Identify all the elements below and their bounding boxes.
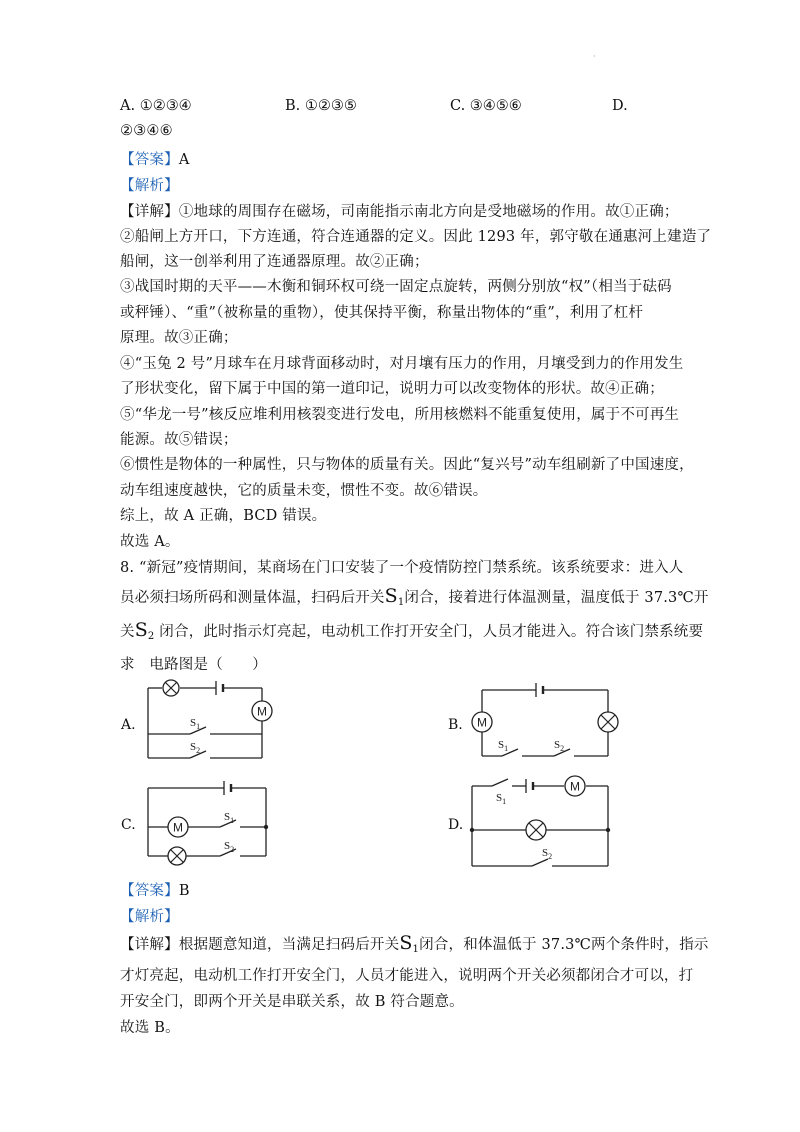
circuit-label-b: B.: [448, 717, 463, 733]
analysis-tag: 【解析】: [120, 178, 179, 194]
answer-value: B: [178, 883, 190, 899]
switch-subscript: 2: [147, 631, 155, 642]
motor-icon: [168, 817, 188, 837]
lamp-icon: [163, 680, 179, 696]
circuit-diagram-b: [462, 676, 662, 766]
q8-stem-line-2: [120, 585, 709, 608]
battery-icon: [526, 779, 533, 793]
q8-detail-line: [120, 932, 709, 955]
detail-line: 能源。故⑤错误；: [120, 432, 238, 448]
detail-tag: 【详解】: [120, 937, 179, 953]
header-dot: ·: [593, 52, 596, 61]
detail-line: ⑤“华龙一号”核反应堆利用核裂变进行发电，所用核燃料不能重复使用，属于不可再生: [120, 407, 680, 423]
battery-icon: [224, 781, 231, 795]
motor-label: M: [173, 820, 183, 835]
circuit-label-c: C.: [121, 817, 136, 833]
answer-line: [120, 148, 189, 169]
detail-line: ③战国时期的天平——木衡和铜环权可绕一固定点旋转，两侧分别放“权”（相当于砝码: [120, 279, 672, 295]
detail-line: ⑥惯性是物体的一种属性，只与物体的质量有关。因此“复兴号”动车组刷新了中国速度，: [120, 457, 694, 473]
motor-icon: [252, 701, 272, 721]
option-a: A. ①②③④: [120, 98, 192, 114]
detail-text: 闭合，和体温低于 37.3℃两个条件时，指示: [419, 937, 709, 953]
option-c: C. ③④⑤⑥: [450, 98, 522, 114]
lamp-icon: [598, 712, 618, 732]
detail-tag: 【详解】: [120, 204, 179, 220]
q8-stem-text: 员必须扫场所码和测量体温，扫码后开关: [120, 590, 385, 606]
detail-line: 船闸，这一创举利用了连通器原理。故②正确；: [120, 254, 429, 270]
switch-symbol: S: [134, 619, 148, 641]
battery-icon: [216, 681, 223, 695]
q8-stem-line-1: 8. “新冠”疫情期间，某商场在门口安装了一个疫情防控门禁系统。该系统要求：进入人: [120, 560, 684, 576]
lamp-icon: [168, 847, 186, 865]
detail-text: ①地球的周围存在磁场，司南能指示南北方向是受地磁场的作用。故①正确；: [178, 204, 679, 220]
switch-s1-label: $S_1$: [224, 811, 235, 825]
circuit-label-a: A.: [121, 717, 136, 733]
q8-stem-line-3: [120, 619, 703, 642]
motor-label: M: [257, 704, 267, 719]
switch-symbol: S: [384, 585, 398, 607]
detail-line: 综上，故 A 正确，BCD 错误。: [120, 508, 327, 524]
answer-tag: 【答案】: [120, 883, 179, 899]
detail-line: ④“玉兔 2 号”月球车在月球背面移动时，对月壤有压力的作用，月壤受到力的作用发生: [120, 356, 684, 372]
q8-detail-line: 故选 B。: [120, 1020, 180, 1036]
switch-symbol: S: [399, 932, 413, 954]
detail-line: 了形状变化，留下属于中国的第一道印记，说明力可以改变物体的形状。故④正确；: [120, 381, 664, 397]
circuit-label-d: D.: [448, 817, 464, 833]
motor-icon: [472, 712, 492, 732]
motor-label: M: [570, 779, 580, 794]
detail-line: 原理。故③正确；: [120, 330, 238, 346]
q8-stem-text: 闭合，此时指示灯亮起，电动机工作打开安全门，人员才能进入。符合该门禁系统要: [154, 624, 704, 640]
switch-s2-label: $S_2$: [224, 840, 235, 854]
detail-line: 或秤锤）、“重”（被称量的重物），使其保持平衡，称量出物体的“重”，利用了杠杆: [120, 305, 644, 321]
q8-stem-text: 闭合，接着进行体温测量，温度低于 37.3℃开: [404, 590, 709, 606]
answer-value: A: [178, 152, 190, 168]
motor-icon: [565, 776, 585, 796]
q8-analysis-tag: 【解析】: [120, 909, 179, 925]
detail-line: 动车组速度越快，它的质量未变，惯性不变。故⑥错误。: [120, 483, 488, 499]
switch-subscript: 1: [397, 597, 405, 608]
detail-line: 故选 A。: [120, 534, 180, 550]
q8-stem-text: 关: [120, 624, 135, 640]
switch-s1-label: $S_1$: [190, 717, 201, 731]
circuit-diagram-d: [462, 770, 622, 870]
q8-stem-line-4: 求 电路图是（ ）: [120, 657, 267, 673]
detail-text: 根据题意知道，当满足扫码后开关: [178, 937, 400, 953]
motor-label: M: [477, 715, 487, 730]
option-d-content: ②③④⑥: [120, 123, 173, 139]
q8-detail-line: 才灯亮起，电动机工作打开安全门，人员才能进入，说明两个开关必须都闭合才可以，打: [120, 968, 694, 984]
option-d: D.: [612, 98, 628, 114]
switch-s1-label: $S_1$: [498, 739, 509, 753]
battery-icon: [536, 683, 543, 697]
circuit-diagram-c: [140, 776, 280, 868]
switch-s2-label: $S_2$: [542, 847, 553, 861]
switch-s1-label: $S_1$: [496, 792, 507, 806]
lamp-icon: [526, 820, 546, 840]
detail-line: ②船闸上方开口，下方连通，符合连通器的定义。因此 1293 年，郭守敬在通惠河上建造了: [120, 229, 712, 245]
circuit-diagram-a: [140, 676, 280, 766]
switch-s2-label: $S_2$: [554, 739, 565, 753]
q8-answer-line: [120, 879, 190, 900]
option-b: B. ①②③⑤: [285, 98, 357, 114]
detail-line: [120, 200, 679, 221]
switch-s2-label: $S_2$: [190, 741, 201, 755]
switch-subscript: 1: [412, 944, 420, 955]
q8-detail-line: 开安全门，即两个开关是串联关系，故 B 符合题意。: [120, 994, 464, 1010]
answer-tag: 【答案】: [120, 152, 179, 168]
